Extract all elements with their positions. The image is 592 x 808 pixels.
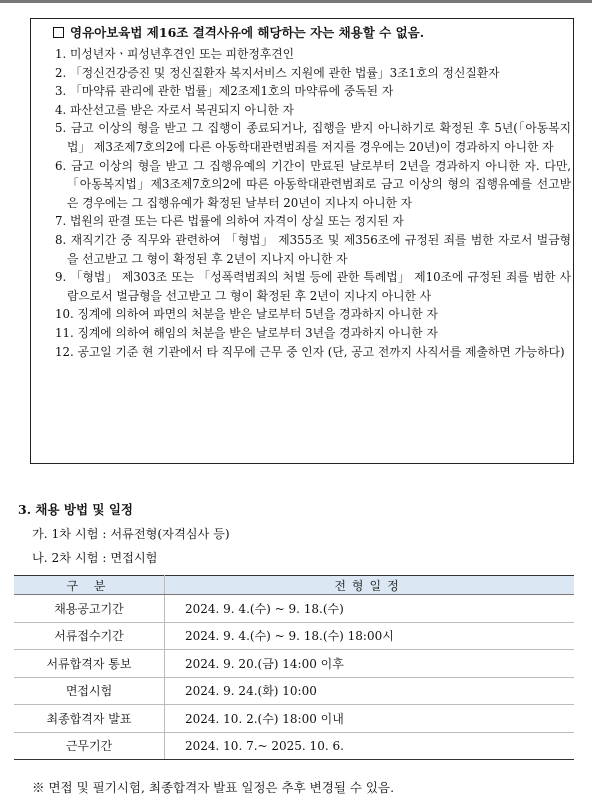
row-category: 서류접수기간 — [14, 622, 165, 650]
list-item: 12. 공고일 기준 현 기관에서 타 직무에 근무 중 인자 (단, 공고 전까지 사직서를 제출하면 가능하다) — [55, 344, 565, 359]
row-date: 2024. 10. 7.~ 2025. 10. 6. — [165, 732, 575, 760]
list-item: 3. 「마약류 관리에 관한 법률」제2조제1호의 마약류에 중독된 자 — [55, 84, 394, 99]
list-item: 6. 금고 이상의 형을 받고 그 집행유예의 기간이 만료된 날로부터 2년을 경과하지 아니한 자. 다만, 「아동복지법」제3조제7호의2에 따른 아동학대관련범죄로 금고 이상의 형의 집행유예를 선고받은 경우에는 그 집행유예가 확정된 날부터 20년이 지나지 아니한 자 — [55, 158, 571, 210]
table-row — [14, 677, 574, 705]
row-date: 2024. 9. 4.(수) ~ 9. 18.(수) — [165, 595, 575, 623]
row-date: 2024. 9. 20.(금) 14:00 이후 — [165, 650, 575, 678]
list-item: 1. 미성년자ㆍ피성년후견인 또는 피한정후견인 — [55, 47, 295, 61]
table-row — [14, 622, 574, 650]
top-border-line — [0, 0, 592, 3]
schedule-table — [14, 575, 574, 760]
checkbox-icon — [53, 27, 64, 38]
list-item: 7. 법원의 판결 또는 다른 법률에 의하여 자격이 상실 또는 정지된 자 — [55, 214, 404, 229]
header-category: 구 분 — [14, 576, 165, 595]
row-category: 면접시험 — [14, 677, 165, 705]
table-row — [14, 595, 574, 623]
schedule-change-note: ※ 면접 및 필기시험, 최종합격자 발표 일정은 추후 변경될 수 있음. — [32, 780, 395, 795]
list-item: 9. 「형법」 제303조 또는 「성폭력범죄의 처벌 등에 관한 특례법」 제10조에 규정된 죄를 범한 사람으로서 벌금형을 선고받고 그 형이 확정된 후 2년이 지나지 아니한 사 — [55, 270, 571, 303]
disqualification-box — [30, 18, 574, 464]
disqualification-title-text: 영유아보육법 제16조 결격사유에 해당하는 자는 채용할 수 없음. — [70, 25, 425, 40]
row-date: 2024. 9. 4.(수) ~ 9. 18.(수) 18:00시 — [165, 622, 575, 650]
row-category: 근무기간 — [14, 732, 165, 760]
list-item: 2. 「정신건강증진 및 정신질환자 복지서비스 지원에 관한 법률」3조1호의 정신질환자 — [55, 65, 500, 80]
row-category: 채용공고기간 — [14, 595, 165, 623]
step-first-exam: 가. 1차 시험 : 서류전형(자격심사 등) — [32, 527, 230, 541]
list-item: 5. 금고 이상의 형을 받고 그 집행이 종료되거나, 집행을 받지 아니하기로 확정된 후 5년(「아동복지법」 제3조제7호의2에 다른 아동학대관련범죄를 저지를 경우에는 20년)이 경과하지 아니한 자 — [55, 121, 571, 154]
disqualification-list — [55, 45, 571, 361]
table-row — [14, 650, 574, 678]
table-row — [14, 732, 574, 760]
row-date: 2024. 10. 2.(수) 18:00 이내 — [165, 705, 575, 733]
header-schedule: 전형일정 — [165, 576, 575, 595]
list-item: 10. 징계에 의하여 파면의 처분을 받은 날로부터 5년을 경과하지 아니한 자 — [55, 307, 438, 322]
table-row — [14, 705, 574, 733]
row-date: 2024. 9. 24.(화) 10:00 — [165, 677, 575, 705]
list-item: 11. 징계에 의하여 해임의 처분을 받은 날로부터 3년을 경과하지 아니한 자 — [55, 325, 438, 340]
disqualification-title — [53, 23, 424, 41]
section-heading: 3. 채용 방법 및 일정 — [18, 502, 133, 517]
row-category: 서류합격자 통보 — [14, 650, 165, 678]
row-category: 최종합격자 발표 — [14, 705, 165, 733]
list-item: 4. 파산선고를 받은 자로서 복권되지 아니한 자 — [55, 102, 294, 117]
step-second-exam: 나. 2차 시험 : 면접시험 — [32, 551, 158, 565]
table-header-row — [14, 576, 574, 595]
list-item: 8. 재직기간 중 직무와 관련하여 「형법」 제355조 및 제356조에 규정된 죄를 범한 자로서 벌금형을 선고받고 그 형이 확정된 후 2년이 지나지 아니한 자 — [55, 232, 571, 266]
